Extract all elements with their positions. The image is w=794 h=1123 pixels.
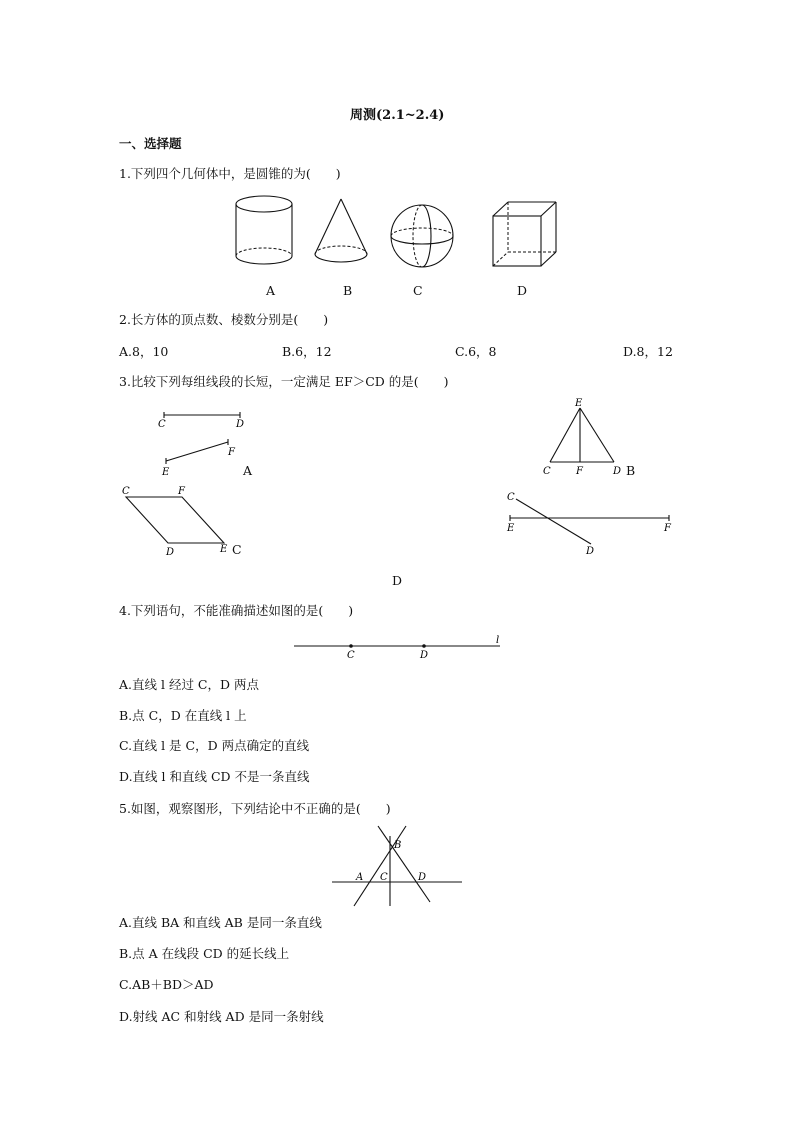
q5-label-d: D bbox=[418, 872, 427, 883]
q3c-label-e: E bbox=[220, 544, 228, 555]
q3b-label-c: C bbox=[543, 466, 551, 477]
q1-figure-sphere bbox=[386, 200, 458, 272]
q5-option-a: A.直线 BA 和直线 AB 是同一条直线 bbox=[119, 915, 322, 930]
q3c-label-d: D bbox=[166, 547, 175, 558]
q4-option-c: C.直线 l 是 C，D 两点确定的直线 bbox=[119, 738, 310, 753]
q3a-label-c: C bbox=[158, 419, 166, 430]
q2-option-a: A.8，10 bbox=[119, 344, 169, 359]
q3d-label-e: E bbox=[507, 523, 515, 534]
q3c-label-f: F bbox=[178, 486, 185, 497]
q4-point-c: C bbox=[347, 650, 355, 661]
q1-label-d: D bbox=[517, 283, 528, 298]
q3-option-label-d: D bbox=[392, 573, 403, 588]
q1-stem: 1.下列四个几何体中，是圆锥的为( ) bbox=[119, 166, 341, 181]
q3b-label-f: F bbox=[576, 466, 583, 477]
q3a-label-d: D bbox=[236, 419, 245, 430]
q3-option-label-b: B bbox=[626, 463, 636, 478]
q4-point-d: D bbox=[420, 650, 429, 661]
q1-figure-cube bbox=[488, 198, 562, 272]
q2-stem: 2.长方体的顶点数、棱数分别是( ) bbox=[119, 312, 329, 327]
q5-figure bbox=[330, 822, 466, 908]
q1-label-b: B bbox=[343, 283, 353, 298]
q2-option-b: B.6，12 bbox=[282, 344, 332, 359]
q3-option-label-a: A bbox=[243, 463, 253, 478]
q3c-label-c: C bbox=[122, 486, 130, 497]
q5-stem: 5.如图，观察图形，下列结论中不正确的是( ) bbox=[119, 801, 391, 816]
q4-option-a: A.直线 l 经过 C，D 两点 bbox=[119, 677, 259, 692]
q1-figure-cylinder bbox=[230, 192, 300, 272]
q4-line-l: l bbox=[496, 635, 500, 646]
q2-option-d: D.8，12 bbox=[623, 344, 673, 359]
q3a-label-e: E bbox=[162, 467, 170, 478]
q3b-label-d: D bbox=[613, 466, 622, 477]
q3d-label-c: C bbox=[507, 492, 515, 503]
q4-option-b: B.点 C，D 在直线 l 上 bbox=[119, 708, 247, 723]
q3-figure-b bbox=[538, 396, 628, 480]
q1-label-c: C bbox=[413, 283, 423, 298]
page-title: 周测(2.1~2.4) bbox=[350, 108, 445, 123]
q3-figure-c bbox=[116, 482, 236, 558]
q5-option-b: B.点 A 在线段 CD 的延长线上 bbox=[119, 946, 290, 961]
q1-label-a: A bbox=[266, 283, 276, 298]
q5-option-c: C.AB＋BD＞AD bbox=[119, 977, 214, 992]
q3b-label-e: E bbox=[575, 398, 583, 409]
q3d-label-d: D bbox=[586, 546, 595, 557]
q5-label-b: B bbox=[394, 840, 402, 851]
q1-figure-cone bbox=[310, 196, 372, 272]
q3a-label-f: F bbox=[228, 447, 235, 458]
q3-figure-d bbox=[500, 488, 680, 558]
q3-option-label-c: C bbox=[232, 542, 242, 557]
q3-stem: 3.比较下列每组线段的长短，一定满足 EF＞CD 的是( ) bbox=[119, 374, 449, 389]
q2-option-c: C.6，8 bbox=[455, 344, 497, 359]
section-heading: 一、选择题 bbox=[119, 136, 182, 151]
q4-stem: 4.下列语句，不能准确描述如图的是( ) bbox=[119, 603, 354, 618]
q5-label-a: A bbox=[356, 872, 364, 883]
q5-label-c: C bbox=[380, 872, 388, 883]
q4-figure-line bbox=[290, 632, 506, 662]
q3d-label-f: F bbox=[664, 523, 671, 534]
q5-option-d: D.射线 AC 和射线 AD 是同一条射线 bbox=[119, 1009, 324, 1024]
q4-option-d: D.直线 l 和直线 CD 不是一条直线 bbox=[119, 769, 310, 784]
